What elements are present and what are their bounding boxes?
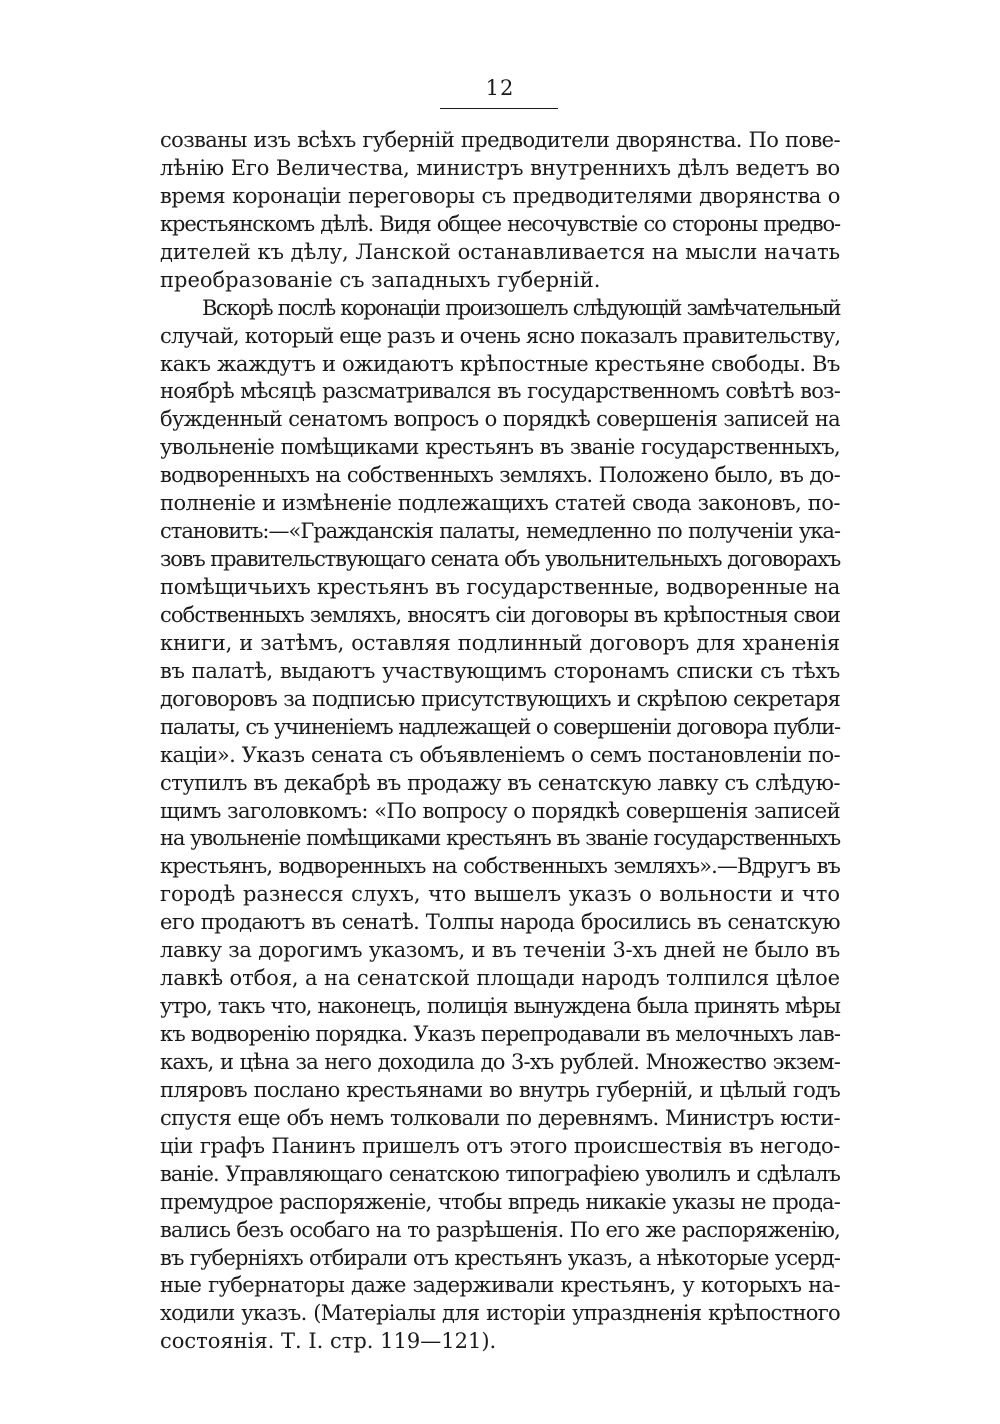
text-line: спустя еще объ немъ толковали по деревнямъ. Министръ юсти- [160, 1105, 840, 1130]
text-line: дителей къ дѣлу, Ланской останавливается на мысли начать [160, 239, 840, 264]
text-line: его продаютъ въ сенатѣ. Толпы народа бросились въ сенатскую [160, 910, 840, 935]
body-text [160, 127, 840, 1356]
paragraph-start-line: Вскорѣ послѣ коронаціи произошелъ слѣдующій замѣчательный [202, 295, 840, 320]
text-line: городѣ разнесся слухъ, что вышелъ указъ о вольности и что [160, 882, 840, 907]
text-line: становить:—«Гражданскія палаты, немедленно по полученіи ука- [160, 519, 840, 544]
text-line: въ палатѣ, выдаютъ участвующимъ сторонамъ списки съ тѣхъ [160, 658, 840, 683]
text-line: вались безъ особаго на то разрѣшенія. По его же распоряженію, [160, 1217, 840, 1242]
text-line: случай, который еще разъ и очень ясно показалъ правительству, [160, 323, 841, 348]
text-line: лѣнію Его Величества, министръ внутреннихъ дѣлъ ведетъ во [160, 155, 840, 180]
text-line: кахъ, и цѣна за него доходила до 3-хъ рублей. Множество экзем- [160, 1049, 840, 1074]
paragraph-end-line: состоянія. Т. I. стр. 119—121). [160, 1329, 497, 1354]
text-line: договоровъ за подписью присутствующихъ и скрѣпою секретаря [160, 686, 840, 711]
text-line: водворенныхъ на собственныхъ земляхъ. Положено было, въ до- [160, 463, 840, 488]
text-line: ваніе. Управляющаго сенатскою типографіею уволилъ и сдѣлалъ [160, 1161, 840, 1186]
text-line: къ водворенію порядка. Указъ перепродавали въ мелочныхъ лав- [160, 1022, 841, 1046]
text-line: ціи графъ Панинъ пришелъ отъ этого происшествія въ негодо- [160, 1133, 840, 1158]
text-line: книги, и затѣмъ, оставляя подлинный договоръ для храненія [160, 630, 840, 655]
text-line: созваны изъ всѣхъ губерній предводители дворянства. По пове- [160, 128, 840, 152]
header-rule [440, 108, 558, 109]
text-line: увольненіе помѣщиками крестьянъ въ званіе государственныхъ, [160, 435, 840, 460]
text-line: собственныхъ земляхъ, вносятъ сіи договоры въ крѣпостныя свои [160, 602, 840, 627]
text-line: пляровъ послано крестьянами во внутрь губерній, и цѣлый годъ [160, 1077, 840, 1102]
text-line: каціи». Указъ сената съ объявленіемъ о семъ постановленіи по- [160, 742, 840, 767]
text-line: бужденный сенатомъ вопросъ о порядкѣ совершенія записей на [160, 407, 840, 432]
paragraph-end-line: преобразованіе съ западныхъ губерній. [160, 267, 601, 292]
text-line: лавку за дорогимъ указомъ, и въ теченіи 3-хъ дней не было въ [160, 938, 840, 963]
text-line: крестьянскомъ дѣлѣ. Видя общее несочувствіе со стороны предво- [160, 211, 840, 236]
text-line: время коронаціи переговоры съ предводителями дворянства о [160, 183, 840, 208]
text-line: щимъ заголовкомъ: «По вопросу о порядкѣ совершенія записей [160, 798, 840, 823]
text-line: премудрое распоряженіе, чтобы впредь никакіе указы не прода- [160, 1189, 840, 1214]
page-number: 12 [485, 76, 515, 100]
text-line: ные губернаторы даже задерживали крестьянъ, у которыхъ на- [160, 1273, 840, 1298]
text-line: какъ жаждутъ и ожидаютъ крѣпостные крестьяне свободы. Въ [160, 351, 840, 376]
text-line: зовъ правительствующаго сената объ увольнительныхъ договорахъ [160, 547, 840, 572]
text-line: ноябрѣ мѣсяцѣ разсматривался въ государственномъ совѣтѣ воз- [160, 379, 840, 404]
text-line: на увольненіе помѣщиками крестьянъ въ званіе государственныхъ [160, 826, 840, 851]
text-line: въ губерніяхъ отбирали отъ крестьянъ указъ, а нѣкоторые усерд- [160, 1245, 840, 1270]
text-line: помѣщичьихъ крестьянъ въ государственные, водворенные на [160, 575, 840, 599]
text-line: лавкѣ отбоя, а на сенатской площади народъ толпился цѣлое [160, 966, 840, 991]
text-line: утро, такъ что, наконецъ, полиція вынуждена была принять мѣры [160, 994, 840, 1019]
text-line: крестьянъ, водворенныхъ на собственныхъ земляхъ».—Вдругъ въ [160, 854, 840, 879]
text-line: ходили указъ. (Матеріалы для исторіи упраздненія крѣпостного [160, 1301, 840, 1326]
text-line: ступилъ въ декабрѣ въ продажу въ сенатскую лавку съ слѣдую- [160, 770, 840, 795]
text-line: палаты, съ учиненіемъ надлежащей о совершеніи договора публи- [160, 714, 840, 739]
text-line: полненіе и измѣненіе подлежащихъ статей свода законовъ, по- [160, 491, 840, 516]
